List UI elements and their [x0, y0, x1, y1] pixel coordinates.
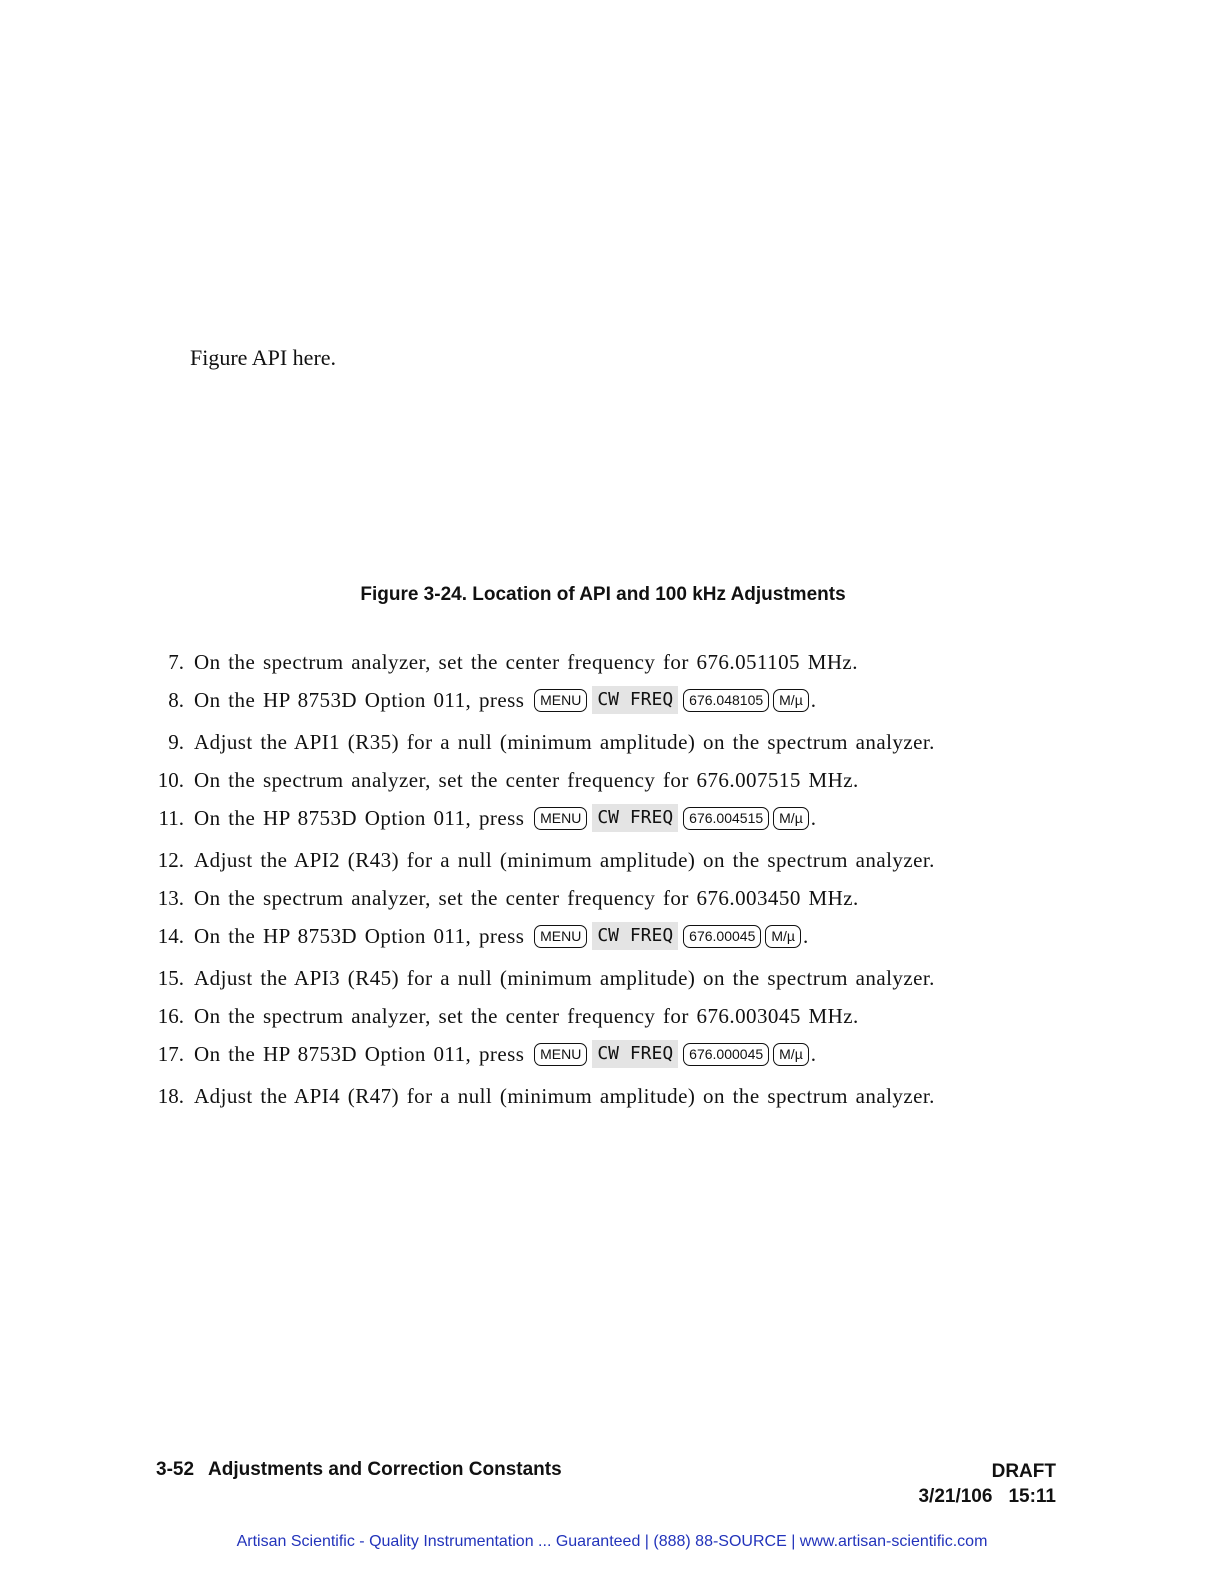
page-number: 3-52	[156, 1459, 195, 1480]
menu-hardkey: MENU	[534, 1043, 587, 1066]
cw-freq-softkey: CW FREQ	[592, 804, 678, 832]
step-text: On the spectrum analyzer, set the center frequency for 676.003450 MHz.	[194, 886, 859, 910]
step-text: Adjust the API1 (R35) for a null (minimum amplitude) on the spectrum analyzer.	[194, 730, 935, 754]
draft-label: DRAFT	[991, 1461, 1056, 1482]
figure-placeholder: Figure API here.	[190, 345, 337, 370]
section-title: Adjustments and Correction Constants	[208, 1459, 562, 1480]
vendor-banner: Artisan Scientific - Quality Instrumentation ... Guaranteed | (888) 88-SOURCE | www.artisan-scientific.com	[236, 1533, 988, 1550]
step-number: 8.	[168, 688, 184, 712]
draft-timestamp	[918, 1484, 1056, 1509]
m-micro-key: M/µ	[773, 1043, 809, 1066]
entry-value-key: 676.004515	[683, 807, 769, 830]
draft-time: 15:11	[1008, 1486, 1056, 1507]
step-number: 9.	[168, 730, 184, 754]
step-13	[0, 882, 1224, 920]
draft-date: 3/21/106	[918, 1486, 993, 1507]
entry-value-key: 676.000045	[683, 1043, 769, 1066]
menu-hardkey: MENU	[534, 925, 587, 948]
step-number: 7.	[168, 650, 184, 674]
step-text: On the spectrum analyzer, set the center frequency for 676.007515 MHz.	[194, 768, 859, 792]
step-15	[0, 962, 1224, 1000]
step-text: On the spectrum analyzer, set the center frequency for 676.003045 MHz.	[194, 1004, 859, 1028]
page-footer-right	[918, 1459, 1056, 1509]
step-text: On the HP 8753D Option 011, press	[194, 806, 525, 830]
step-text: Adjust the API3 (R45) for a null (minimum amplitude) on the spectrum analyzer.	[194, 966, 935, 990]
step-12	[0, 844, 1224, 882]
step-number: 11.	[158, 806, 184, 830]
step-9	[0, 726, 1224, 764]
step-text: On the HP 8753D Option 011, press	[194, 924, 525, 948]
step-7	[0, 646, 1224, 684]
step-10	[0, 764, 1224, 802]
step-11: 11. On the HP 8753D Option 011, press MENU CW FREQ 676.004515 M/µ .	[0, 802, 1224, 844]
cw-freq-softkey: CW FREQ	[592, 922, 678, 950]
menu-hardkey: MENU	[534, 807, 587, 830]
step-text: On the spectrum analyzer, set the center frequency for 676.051105 MHz.	[194, 650, 858, 674]
entry-value-key: 676.00045	[683, 925, 761, 948]
page-footer-left	[156, 1459, 562, 1481]
step-text: On the HP 8753D Option 011, press	[194, 688, 525, 712]
step-16	[0, 1000, 1224, 1038]
step-number: 13.	[157, 886, 184, 910]
m-micro-key: M/µ	[773, 807, 809, 830]
step-14: 14. On the HP 8753D Option 011, press MENU CW FREQ 676.00045 M/µ .	[0, 920, 1224, 962]
menu-hardkey: MENU	[534, 689, 587, 712]
step-text: Adjust the API4 (R47) for a null (minimum amplitude) on the spectrum analyzer.	[194, 1084, 935, 1108]
cw-freq-softkey: CW FREQ	[592, 686, 678, 714]
step-text: Adjust the API2 (R43) for a null (minimum amplitude) on the spectrum analyzer.	[194, 848, 935, 872]
step-number: 14.	[157, 924, 184, 948]
step-17: 17. On the HP 8753D Option 011, press MENU CW FREQ 676.000045 M/µ .	[0, 1038, 1224, 1080]
step-number: 10.	[157, 768, 184, 792]
step-18	[0, 1080, 1224, 1118]
step-text: On the HP 8753D Option 011, press	[194, 1042, 525, 1066]
step-number: 12.	[157, 848, 184, 872]
step-number: 15.	[157, 966, 184, 990]
procedure-steps	[0, 646, 1224, 1118]
cw-freq-softkey: CW FREQ	[592, 1040, 678, 1068]
step-number: 18.	[157, 1084, 184, 1108]
step-number: 17.	[157, 1042, 184, 1066]
m-micro-key: M/µ	[765, 925, 801, 948]
step-number: 16.	[157, 1004, 184, 1028]
entry-value-key: 676.048105	[683, 689, 769, 712]
m-micro-key: M/µ	[773, 689, 809, 712]
figure-caption: Figure 3-24. Location of API and 100 kHz Adjustments	[360, 584, 846, 605]
step-8: 8. On the HP 8753D Option 011, press MENU CW FREQ 676.048105 M/µ .	[0, 684, 1224, 726]
